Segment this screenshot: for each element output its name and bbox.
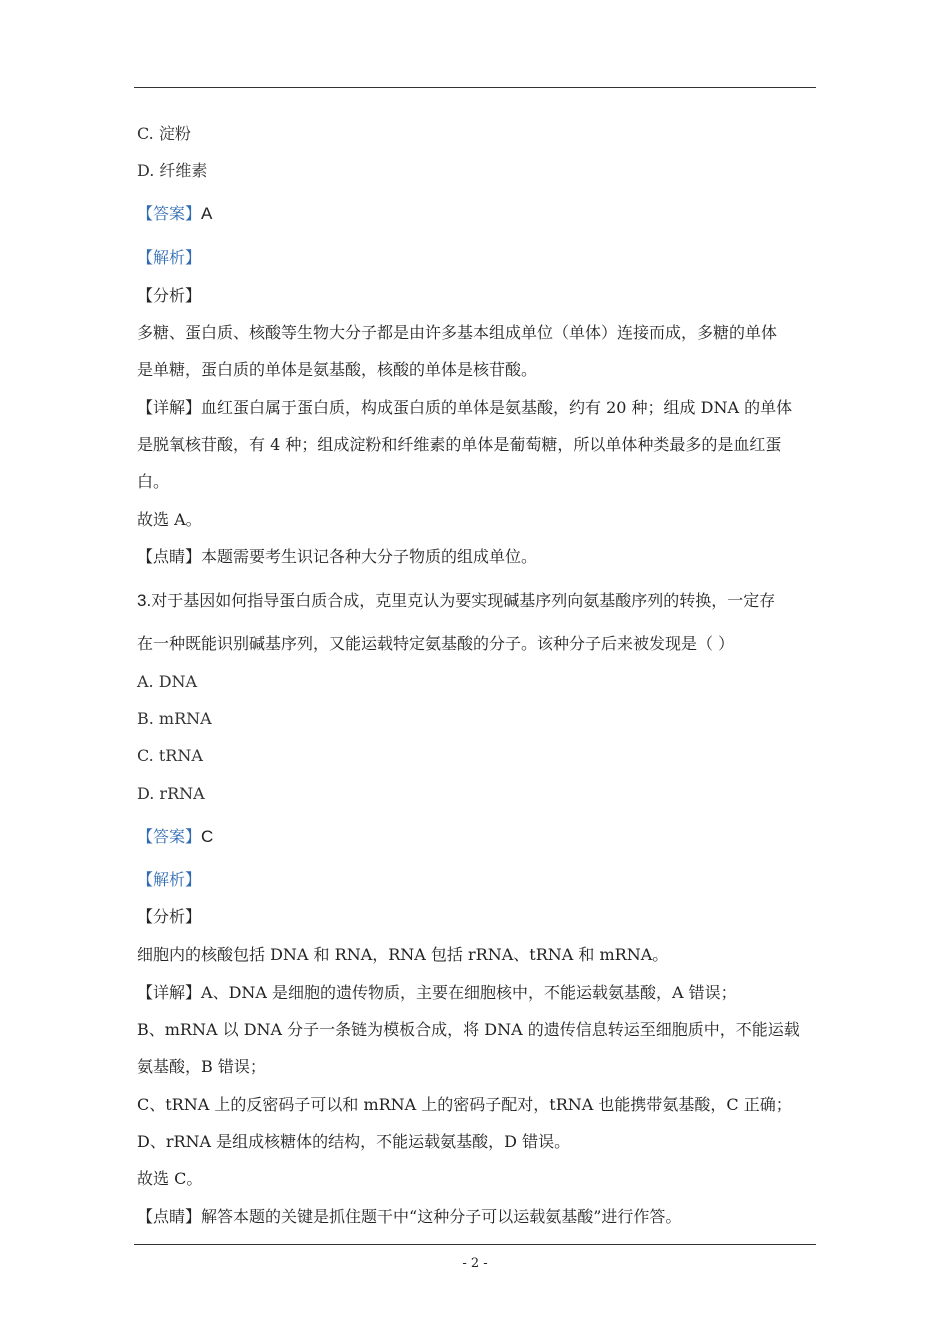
answer-value: A bbox=[201, 204, 213, 223]
q3-detail-line1: 【详解】A、DNA 是细胞的遗传物质，主要在细胞核中，不能运载氨基酸，A 错误； bbox=[137, 983, 737, 1002]
q2-option-d: D. 纤维素 bbox=[137, 161, 208, 180]
detail-label: 【详解】 bbox=[137, 983, 202, 1002]
footer-rule bbox=[134, 1244, 816, 1245]
q3-comment: 【点睛】解答本题的关键是抓住题干中“这种分子可以运载氨基酸”进行作答。 bbox=[137, 1207, 682, 1226]
q2-answer bbox=[137, 204, 212, 224]
q3-detail-line3: 氨基酸，B 错误； bbox=[137, 1057, 266, 1076]
q3-analysis-label: 【解析】 bbox=[137, 870, 202, 889]
q2-fenxi-label: 【分析】 bbox=[137, 286, 202, 305]
answer-value: C bbox=[201, 827, 214, 846]
comment-label: 【点睛】 bbox=[137, 547, 202, 566]
q2-fenxi-line1: 多糖、蛋白质、核酸等生物大分子都是由许多基本组成单位（单体）连接而成，多糖的单体 bbox=[137, 323, 778, 342]
q2-detail-line3: 白。 bbox=[137, 472, 170, 491]
q2-detail-line2: 是脱氧核苷酸，有 4 种；组成淀粉和纤维素的单体是葡萄糖，所以单体种类最多的是血红蛋 bbox=[137, 435, 782, 454]
q3-option-b: B. mRNA bbox=[137, 709, 212, 728]
q3-detail-line4: C、tRNA 上的反密码子可以和 mRNA 上的密码子配对，tRNA 也能携带氨基酸，C 正确； bbox=[137, 1095, 792, 1114]
q2-detail-line1: 【详解】血红蛋白属于蛋白质，构成蛋白质的单体是氨基酸，约有 20 种；组成 DNA 的单体 bbox=[137, 398, 793, 417]
q3-option-d: D. rRNA bbox=[137, 784, 205, 803]
q2-analysis-label: 【解析】 bbox=[137, 248, 202, 267]
q3-conclusion: 故选 C。 bbox=[137, 1169, 203, 1188]
q2-conclusion: 故选 A。 bbox=[137, 510, 202, 529]
question-number: 3. bbox=[137, 591, 152, 610]
q2-fenxi-line2: 是单糖，蛋白质的单体是氨基酸，核酸的单体是核苷酸。 bbox=[137, 360, 538, 379]
detail-label: 【详解】 bbox=[137, 398, 202, 417]
q3-stem-line1: 3.对于基因如何指导蛋白质合成，克里克认为要实现碱基序列向氨基酸序列的转换，一定存 bbox=[137, 591, 776, 610]
answer-label: 【答案】 bbox=[137, 204, 202, 223]
q3-answer bbox=[137, 827, 213, 847]
header-rule bbox=[134, 87, 816, 88]
q3-fenxi-label: 【分析】 bbox=[137, 907, 202, 926]
q3-detail-line5: D、rRNA 是组成核糖体的结构，不能运载氨基酸，D 错误。 bbox=[137, 1132, 571, 1151]
q2-option-c: C. 淀粉 bbox=[137, 124, 191, 143]
comment-label: 【点睛】 bbox=[137, 1207, 202, 1226]
q3-fenxi-text: 细胞内的核酸包括 DNA 和 RNA，RNA 包括 rRNA、tRNA 和 mRNA。 bbox=[137, 945, 669, 964]
q3-detail-line2: B、mRNA 以 DNA 分子一条链为模板合成，将 DNA 的遗传信息转运至细胞质中，不能运载 bbox=[137, 1020, 800, 1039]
q3-stem-line2: 在一种既能识别碱基序列，又能运载特定氨基酸的分子。该种分子后来被发现是（ ） bbox=[137, 634, 735, 653]
q3-option-a: A. DNA bbox=[137, 672, 198, 691]
page-number: - 2 - bbox=[462, 1256, 488, 1271]
q2-comment: 【点睛】本题需要考生识记各种大分子物质的组成单位。 bbox=[137, 547, 538, 566]
answer-label: 【答案】 bbox=[137, 827, 202, 846]
q3-option-c: C. tRNA bbox=[137, 746, 203, 765]
